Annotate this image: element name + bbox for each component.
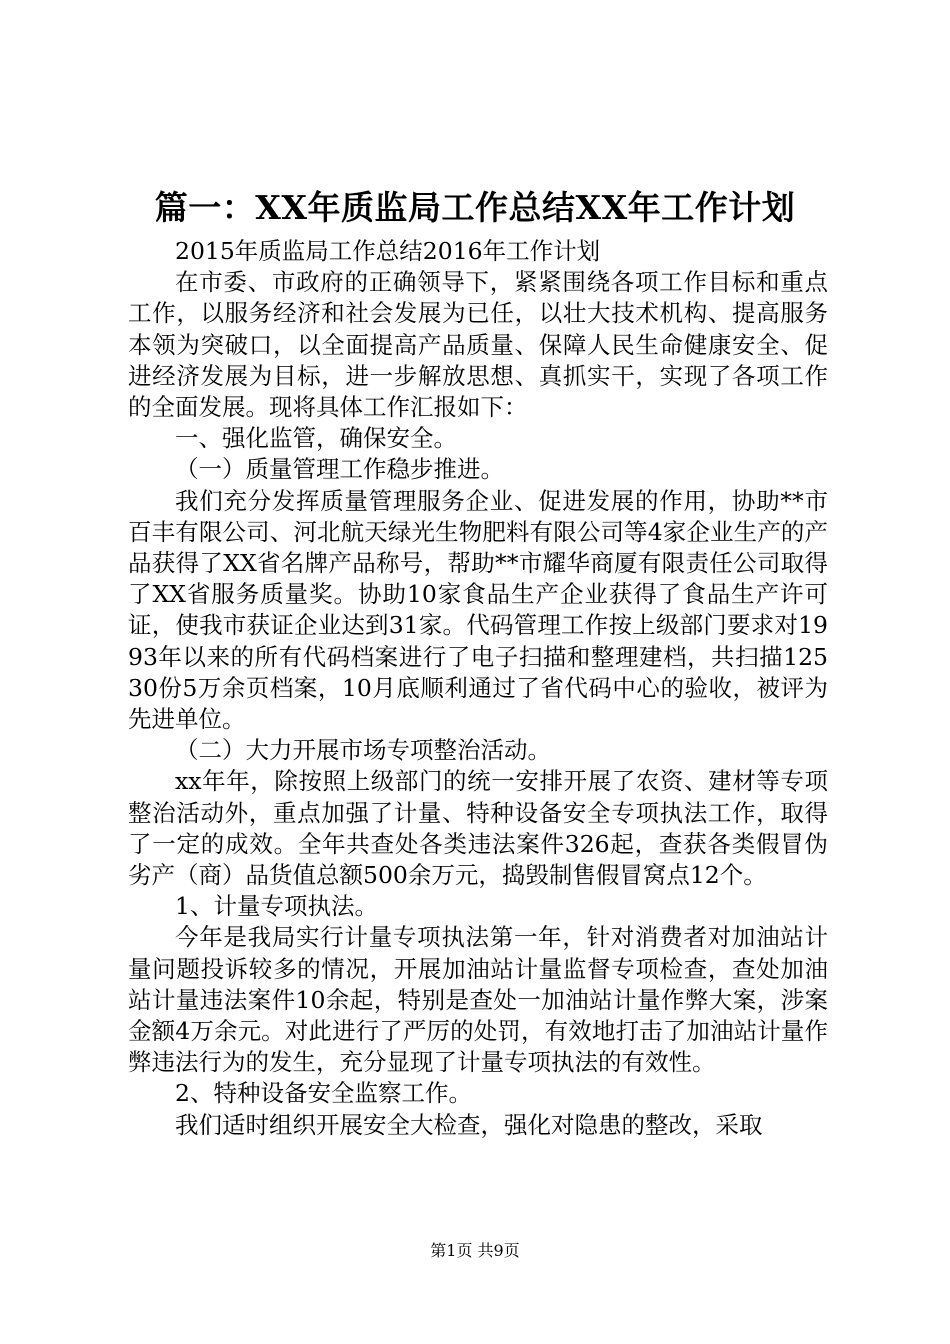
page-footer: 第1页 共9页 [430, 1241, 520, 1260]
document-title: 篇一：XX年质监局工作总结XX年工作计划 [154, 188, 796, 227]
item-heading-2: 2、特种设备安全监察工作。 [175, 1079, 472, 1108]
subsection-heading-2: （二）大力开展市场专项整治活动。 [175, 736, 551, 765]
section-heading-1: 一、强化监管，确保安全。 [175, 424, 457, 453]
paragraph-safety-inspection: 我们适时组织开展安全大检查，强化对隐患的整改，采取 [175, 1110, 763, 1139]
subtitle-paragraph: 2015年质监局工作总结2016年工作计划 [175, 237, 601, 265]
intro-paragraph: 在市委、市政府的正确领导下，紧紧围绕各项工作目标和重点工作，以服务经济和社会发展为已任，以壮大技术机构、提高服务本领为突破口，以全面提高产品质量、保障人民生命健康安全、促进经济发展为目标，进一步解放思想、真抓实干，实现了各项工作的全面发展。现将具体工作汇报如下： [128, 268, 828, 422]
subsection-heading-1: （一）质量管理工作稳步推进。 [175, 455, 504, 484]
paragraph-quality-management: 我们充分发挥质量管理服务企业、促进发展的作用，协助**市百丰有限公司、河北航天绿光生物肥料有限公司等4家企业生产的产品获得了XX省名牌产品称号，帮助**市耀华商厦有限责任公司取得了XX省服务质量奖。协助10家食品生产企业获得了食品生产许可证，使我市获证企业达到31家。代码管理工作按上级部门要求对1993年以来的所有代码档案进行了电子扫描和整理建档，共扫描12530份5万余页档案，10月底顺利通过了省代码中心的验收，被评为先进单位。 [128, 486, 828, 734]
paragraph-market-rectification: xx年年，除按照上级部门的统一安排开展了农资、建材等专项整治活动外，重点加强了计量、特种设备安全专项执法工作，取得了一定的成效。全年共查处各类违法案件326起，查获各类假冒伪劣产（商）品货值总额500余万元，捣毁制售假冒窝点12个。 [128, 767, 828, 890]
paragraph-metrology-enforcement: 今年是我局实行计量专项执法第一年，针对消费者对加油站计量问题投诉较多的情况，开展加油站计量监督专项检查，查处加油站计量违法案件10余起，特别是查处一加油站计量作弊大案，涉案金额4万余元。对此进行了严厉的处罚，有效地打击了加油站计量作弊违法行为的发生，充分显现了计量专项执法的有效性。 [128, 923, 828, 1077]
document-body [128, 236, 828, 1141]
item-heading-1: 1、计量专项执法。 [175, 892, 378, 921]
